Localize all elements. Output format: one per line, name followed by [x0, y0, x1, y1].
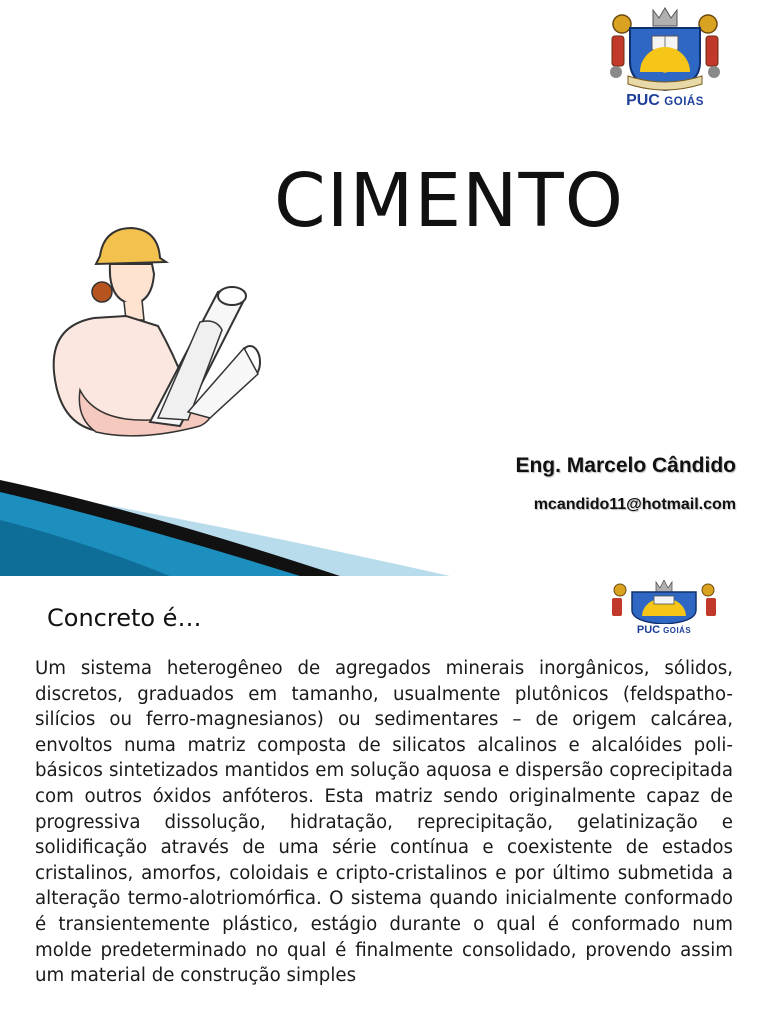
content-slide [0, 576, 768, 1024]
logo-wordmark: PUC GOIÁS [636, 624, 692, 636]
author-name: Eng. Marcelo Cândido [515, 454, 736, 477]
definition-paragraph: Um sistema heterogêneo de agregados minerais inorgânicos, sólidos, discretos, graduados em tamanho, usualmente plutônicos (feldspatho-silícios ou ferro-magnesianos) ou sedimentares – de origem calcárea, envoltos numa matriz composta de silicatos alcalinos e alcalóides poli-básicos sintetizados mantidos em solução aquosa e dispersão coprecipitada com outros óxidos anfóteros. Esta matriz sendo originalmente capaz de progressiva dissolução, hidratação, reprecipitação, gelatinização e solidificação através de uma série contínua e coexistente de estados cristalinos, amorfos, coloidais e cripto-cristalinos e por último submetida a alteração termo-alotriomórfica. O sistema quando inicialmente conformado é transientemente plástico, estágio durante o qual é conformado num molde predeterminado no qual é finalmente consolidado, provendo assim um material de construção simples [35, 658, 733, 987]
engineer-with-blueprints-illustration [40, 222, 268, 448]
coat-of-arms-icon [606, 6, 724, 92]
author-email: mcandido11@hotmail.com [533, 496, 736, 513]
logo-wordmark: PUC GOIÁS [626, 92, 704, 109]
puc-goias-logo [606, 580, 722, 638]
puc-goias-logo [606, 6, 724, 112]
coat-of-arms-icon [606, 580, 722, 624]
slide-title: CIMENTO [274, 158, 624, 244]
decorative-swoosh [0, 480, 768, 576]
slide-heading: Concreto é… [47, 604, 202, 632]
